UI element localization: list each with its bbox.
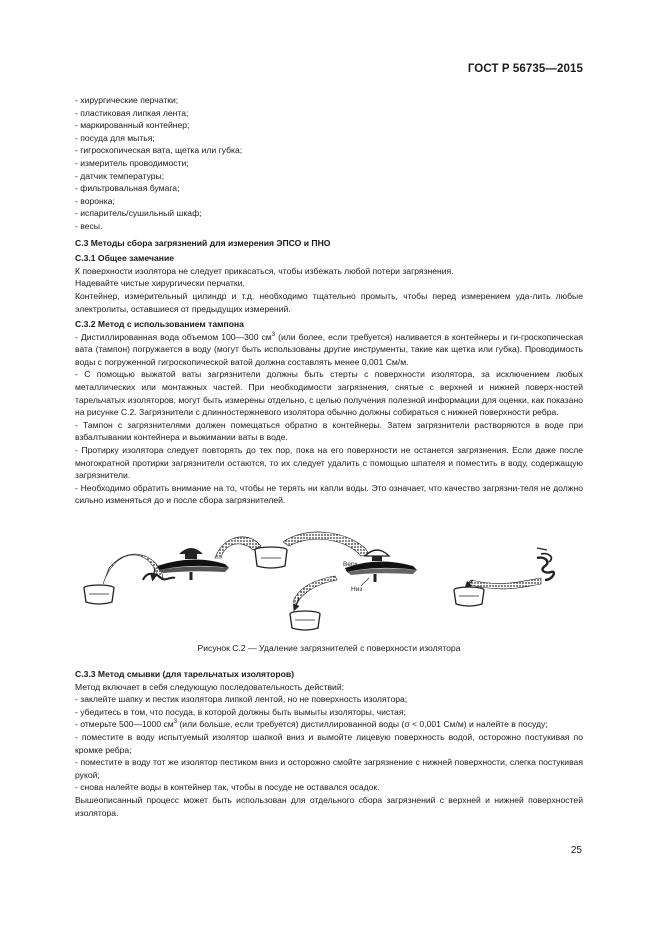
container-center-bottom-icon	[290, 611, 320, 630]
page-number: 25	[570, 845, 582, 856]
figure-caption: Рисунок С.2 — Удаление загрязнителей с поверхности изолятора	[197, 643, 461, 653]
paragraph: - Протирку изолятора следует повторять до тех пор, пока на его поверхности не останется загрязнения. Если даже после многократной протирки загрязнители остаются, то их следует удалить с помощью шпателя и поместить в воду, содержащую загрязнители.	[75, 445, 583, 481]
list-item: - маркированный контейнер;	[75, 120, 190, 131]
paragraph-text: (или больше, если требуется) дистиллированной воды (σ < 0,001 См/м) и налейте в посуду;	[177, 719, 548, 730]
paragraph: Контейнер, измерительный цилиндр и т.д. необходимо тщательно промыть, чтобы перед измерением уда-лить любые электролиты, оставшиеся от предыдущих измерений.	[75, 290, 583, 314]
paragraph: К поверхности изолятора не следует прикасаться, чтобы избежать любой потери загрязнения.	[75, 265, 454, 276]
paragraph: - заклейте шапку и пестик изолятора липкой лентой, но не поверхность изолятора;	[75, 694, 408, 705]
paragraph: - поместите в воду испытуемый изолятор шапкой вниз и вымойте лицевую поверхность водой, осторожно постукивая по кромке ребра;	[75, 731, 583, 755]
paragraph: - убедитесь в том, что посуда, в которой должны быть вымыты изоляторы, чистая;	[75, 706, 406, 717]
paragraph: Метод включает в себя следующую последовательность действий:	[75, 681, 345, 692]
paragraph	[75, 718, 583, 731]
paragraph: - снова налейте воды в контейнер так, чтобы в посуде не оставался осадок.	[75, 782, 380, 793]
section-c33-block	[75, 667, 583, 819]
paragraph: Вышеописанный процесс может быть использован для отдельного сбора загрязнений с верхней и нижней поверхностей изолятора.	[75, 794, 583, 818]
superscript: 3	[271, 331, 276, 338]
main-text-block	[75, 94, 583, 507]
list-item: - хирургические перчатки;	[75, 95, 179, 105]
section-heading-c33: С.3.3 Метод смывки (для тарельчатых изоляторов)	[75, 669, 295, 679]
list-item: - посуда для мытья;	[75, 132, 155, 143]
transfer-arc-4	[293, 576, 337, 604]
equipment-list	[75, 94, 583, 233]
section-heading-c31: С.3.1 Общее замечание	[75, 253, 174, 264]
container-center-top-icon	[255, 547, 287, 568]
paragraph: - С помощью выжатой ваты загрязнители должны быть стерты с поверхности изолятора, за исключением любых металлических или монтажных частей. При необходимости загрязнения, снятые с верхней и нижней поверх-ностей тарельчатых изоляторов, могут быть измерены отдельно, с целью получения полезной информации для оценки, как показано на рисунке С.2. Загрязнители с длинностержневого изолятора обычно должны собираться с нижней поверхности ребра.	[75, 369, 583, 418]
container-left-icon	[84, 585, 114, 604]
paragraph: - Необходимо обратить внимание на то, чтобы не терять ни капли воды. Это означает, что качество загрязни-теля не должно сильно изменяться до и после сбора загрязнителей.	[75, 482, 583, 506]
paragraph-text: - отмерьте 500—1000 см	[75, 719, 174, 730]
list-item: - воронка;	[75, 195, 115, 206]
list-item: - измеритель проводимости;	[75, 157, 189, 168]
paragraph-text: - Дистиллированная вода объемом 100—300 см	[75, 331, 272, 342]
paragraph: Надевайте чистые хирургически перчатки.	[75, 278, 245, 289]
superscript: 3	[173, 719, 178, 726]
section-heading-c3: С.3 Методы сбора загрязнений для измерения ЭПСО и ПНО	[75, 237, 331, 248]
standard-header: ГОСТ Р 56735—2015	[467, 63, 583, 75]
section-heading-c32: С.3.2 Метод с использованием тампона	[75, 319, 244, 330]
transfer-arc-1	[103, 554, 163, 584]
transfer-arc-2	[215, 537, 261, 558]
squeezed-tampon-icon	[537, 548, 554, 580]
list-item: - испаритель/сушильный шкаф;	[75, 208, 202, 219]
paragraph	[75, 331, 583, 369]
label-bottom: Низ	[351, 586, 363, 593]
transfer-arc-3	[283, 532, 369, 556]
list-item: - весы.	[75, 220, 103, 231]
list-item: - гигроскопическая вата, щетка или губка;	[75, 145, 243, 156]
paragraph-text: (или более, если требуется) наливается в контейнеры и ги-гроскопическая вата (тампон) погружается в воду (могут быть использованы другие инструменты, такие как щетка или губка). Проводимость воды с погруженной гигроскопической ватой должна составлять менее 0,001 См/м.	[75, 331, 584, 367]
container-right-icon	[454, 587, 484, 606]
list-item: - пластиковая липкая лента;	[75, 107, 189, 118]
figure-c2-illustration	[75, 528, 583, 636]
paragraph: - поместите в воду тот же изолятор пестиком вниз и осторожно смойте загрязнение с нижней поверхности, слегка постукивая рукой;	[75, 757, 583, 780]
list-item: - датчик температуры;	[75, 170, 165, 181]
paragraph: - Тампон с загрязнителями должен помещаться обратно в контейнеры. Затем загрязнители растворяются в воде при взбалтывании контейнера и выжимании ваты в воде.	[75, 419, 583, 443]
label-top: Верх	[343, 561, 358, 568]
list-item: - фильтровальная бумага;	[75, 183, 180, 194]
